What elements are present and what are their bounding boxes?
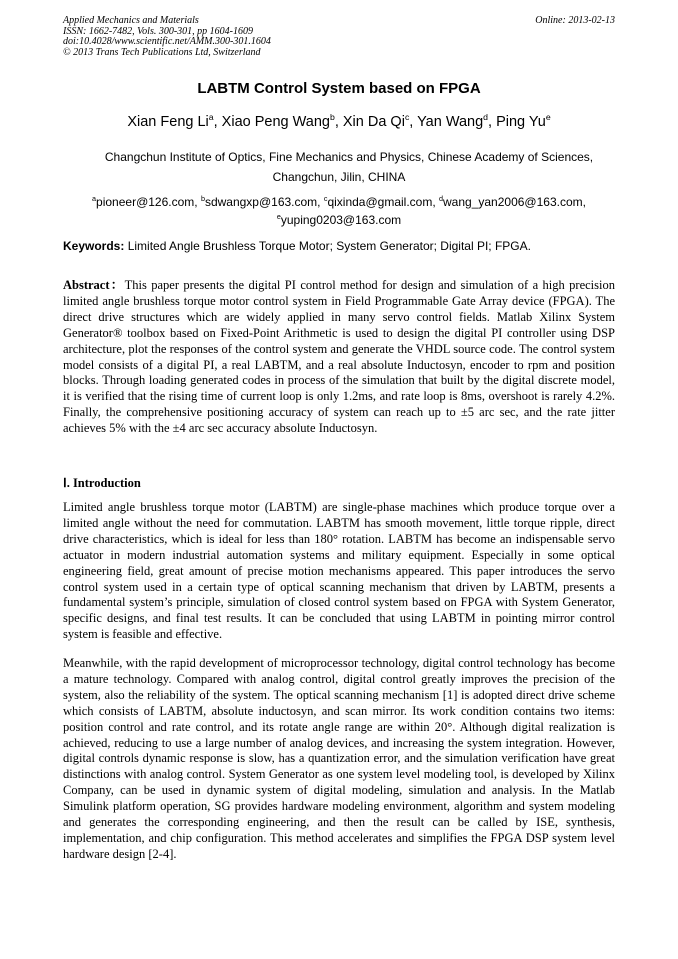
author-list: Xian Feng Li$^a$, Xiao Peng Wang$^b$, Xin Da Qi$^c$, Yan Wang$^d$, Ping Yu$^e$ (127, 112, 551, 130)
author-affil-mark: e (545, 112, 551, 123)
author-affil-mark: d (483, 112, 489, 123)
journal-header (63, 16, 615, 58)
author-affil-mark: c (404, 112, 410, 123)
email-address[interactable]: qixinda@gmail.com, (327, 195, 440, 209)
section-heading-introduction (63, 475, 141, 491)
abstract-label: Abstract (63, 278, 110, 292)
author-name: Xin Da Qi (342, 114, 405, 130)
author-affil-mark: b (329, 112, 335, 123)
author-affil-mark: a (208, 112, 214, 123)
affiliation-line-2: Changchun, Jilin, CHINA (272, 170, 406, 184)
author-name: Xiao Peng Wang (221, 114, 330, 130)
abstract-separator: ： (109, 278, 125, 292)
email-address[interactable]: sdwangxp@163.com, (204, 195, 324, 209)
author-name: Xian Feng Li (127, 114, 209, 130)
email-mark: d (439, 194, 444, 203)
journal-issn: ISSN: 1662-7482, Vols. 300-301, pp 1604-1609 (63, 25, 253, 37)
keywords-text: Limited Angle Brushless Torque Motor; System Generator; Digital PI; FPGA. (124, 239, 531, 253)
email-list-continued (0, 213, 678, 227)
email-address[interactable]: yuping0203@163.com (280, 213, 402, 227)
intro-paragraph-2: Meanwhile, with the rapid development of microprocessor technology, digital control technology has become a mature technology. Compared with analog control, digital control greatly improves the precision of the system, also the reliability of the system. The optical scanning mechanism [1] is adopted direct drive scheme which consists of LABTM, absolute inductosyn, and scan mirror. Its work condition contains two items: position control and rate control, and its rotate angle range are within 20°. Although digital realization is achieved, reducing to use a large number of analog devices, and increasing the system integration. However, digital controls dynamic response is slow, has a quantization error, and the simulation verification have great distinctions with analog control. System Generator as one system level modeling tool, is developed by Xilinx Company, can be used in dynamic system of digital modeling, simulation and analysis. In the Matlab Simulink platform operation, SG provides hardware modeling environment, algorithm and system modeling and generates the corresponding engineering, and then the result can be called by ISE, synthesis, implementation, and chip configuration. This method accelerates and simplifies the FPGA DSP system level hardware design [2-4]. (63, 656, 615, 861)
email-mark: e (276, 212, 281, 221)
author-name: Ping Yu (496, 114, 546, 130)
abstract-paragraph (63, 278, 615, 437)
section-title: . Introduction (66, 476, 141, 490)
email-address[interactable]: pioneer@126.com, (96, 195, 201, 209)
email-list (0, 195, 678, 209)
keywords (63, 239, 615, 253)
intro-paragraph-1: Limited angle brushless torque motor (LABTM) are single-phase machines which produce torque over a limited angle without the need for commutation. LABTM has smooth movement, little torque ripple, direct drive characteristics, which is ideal for less than 180° rotation. LABTM has become an indispensable servo actuator in modern industrial automation systems and military equipment. Especially in some optical engineering field, great amount of precise motion mechanisms appeared. This paper introduces the servo control system used in a certain type of optical scanning mechanism that driven by LABTM, presents a fundamental system’s principle, simulation of closed control system based on FPGA with System Generator, specific designs, and final test results. It can be concluded that using LABTM in pointing mirror control system is feasible and effective. (63, 500, 615, 642)
journal-doi: doi:10.4028/www.scientific.net/AMM.300-301.1604 (63, 36, 271, 47)
abstract-text: This paper presents the digital PI control method for design and simulation of a high precision limited angle brushless torque motor control system in Field Programmable Gate Array device (FPGA). The direct drive structures which are widely applied in many servo control fields. Matlab Xilinx System Generator® toolbox based on Fixed-Point Arithmetic is used to design the digital PI controller using DSP architecture, plot the responses of the control system and generate the VHDL source code. The control system model consists of a digital PI, a real LABTM, and a real absolute Inductosyn, encoder to rpm and position blocks. Through loading generated codes in process of the simulation that built by the digital discrete model, it is verified that the rising time of current loop is only 1.2ms, and rate loop is 8ms, overshoot is rarely 4.2%. Finally, the comprehensive positioning accuracy of system can reach up to ±5 arc sec, and the rate jitter achieves 5% with the ±4 arc sec accuracy absolute Inductosyn. (63, 278, 615, 436)
email-mark: c (323, 194, 328, 203)
email-mark: a (92, 194, 97, 203)
keywords-label: Keywords: (63, 239, 125, 253)
section-number: Ⅰ (63, 476, 67, 490)
affiliation-line-1: Changchun Institute of Optics, Fine Mechanics and Physics, Chinese Academy of Sciences, (104, 150, 594, 164)
paper-title: LABTM Control System based on FPGA (197, 80, 481, 97)
online-date: Online: 2013-02-13 (535, 15, 615, 26)
journal-copyright: © 2013 Trans Tech Publications Ltd, Switzerland (63, 46, 261, 58)
email-mark: b (200, 194, 205, 203)
journal-name: Applied Mechanics and Materials (63, 15, 199, 26)
email-address[interactable]: wang_yan2006@163.com, (443, 195, 586, 209)
author-name: Yan Wang (417, 114, 484, 130)
